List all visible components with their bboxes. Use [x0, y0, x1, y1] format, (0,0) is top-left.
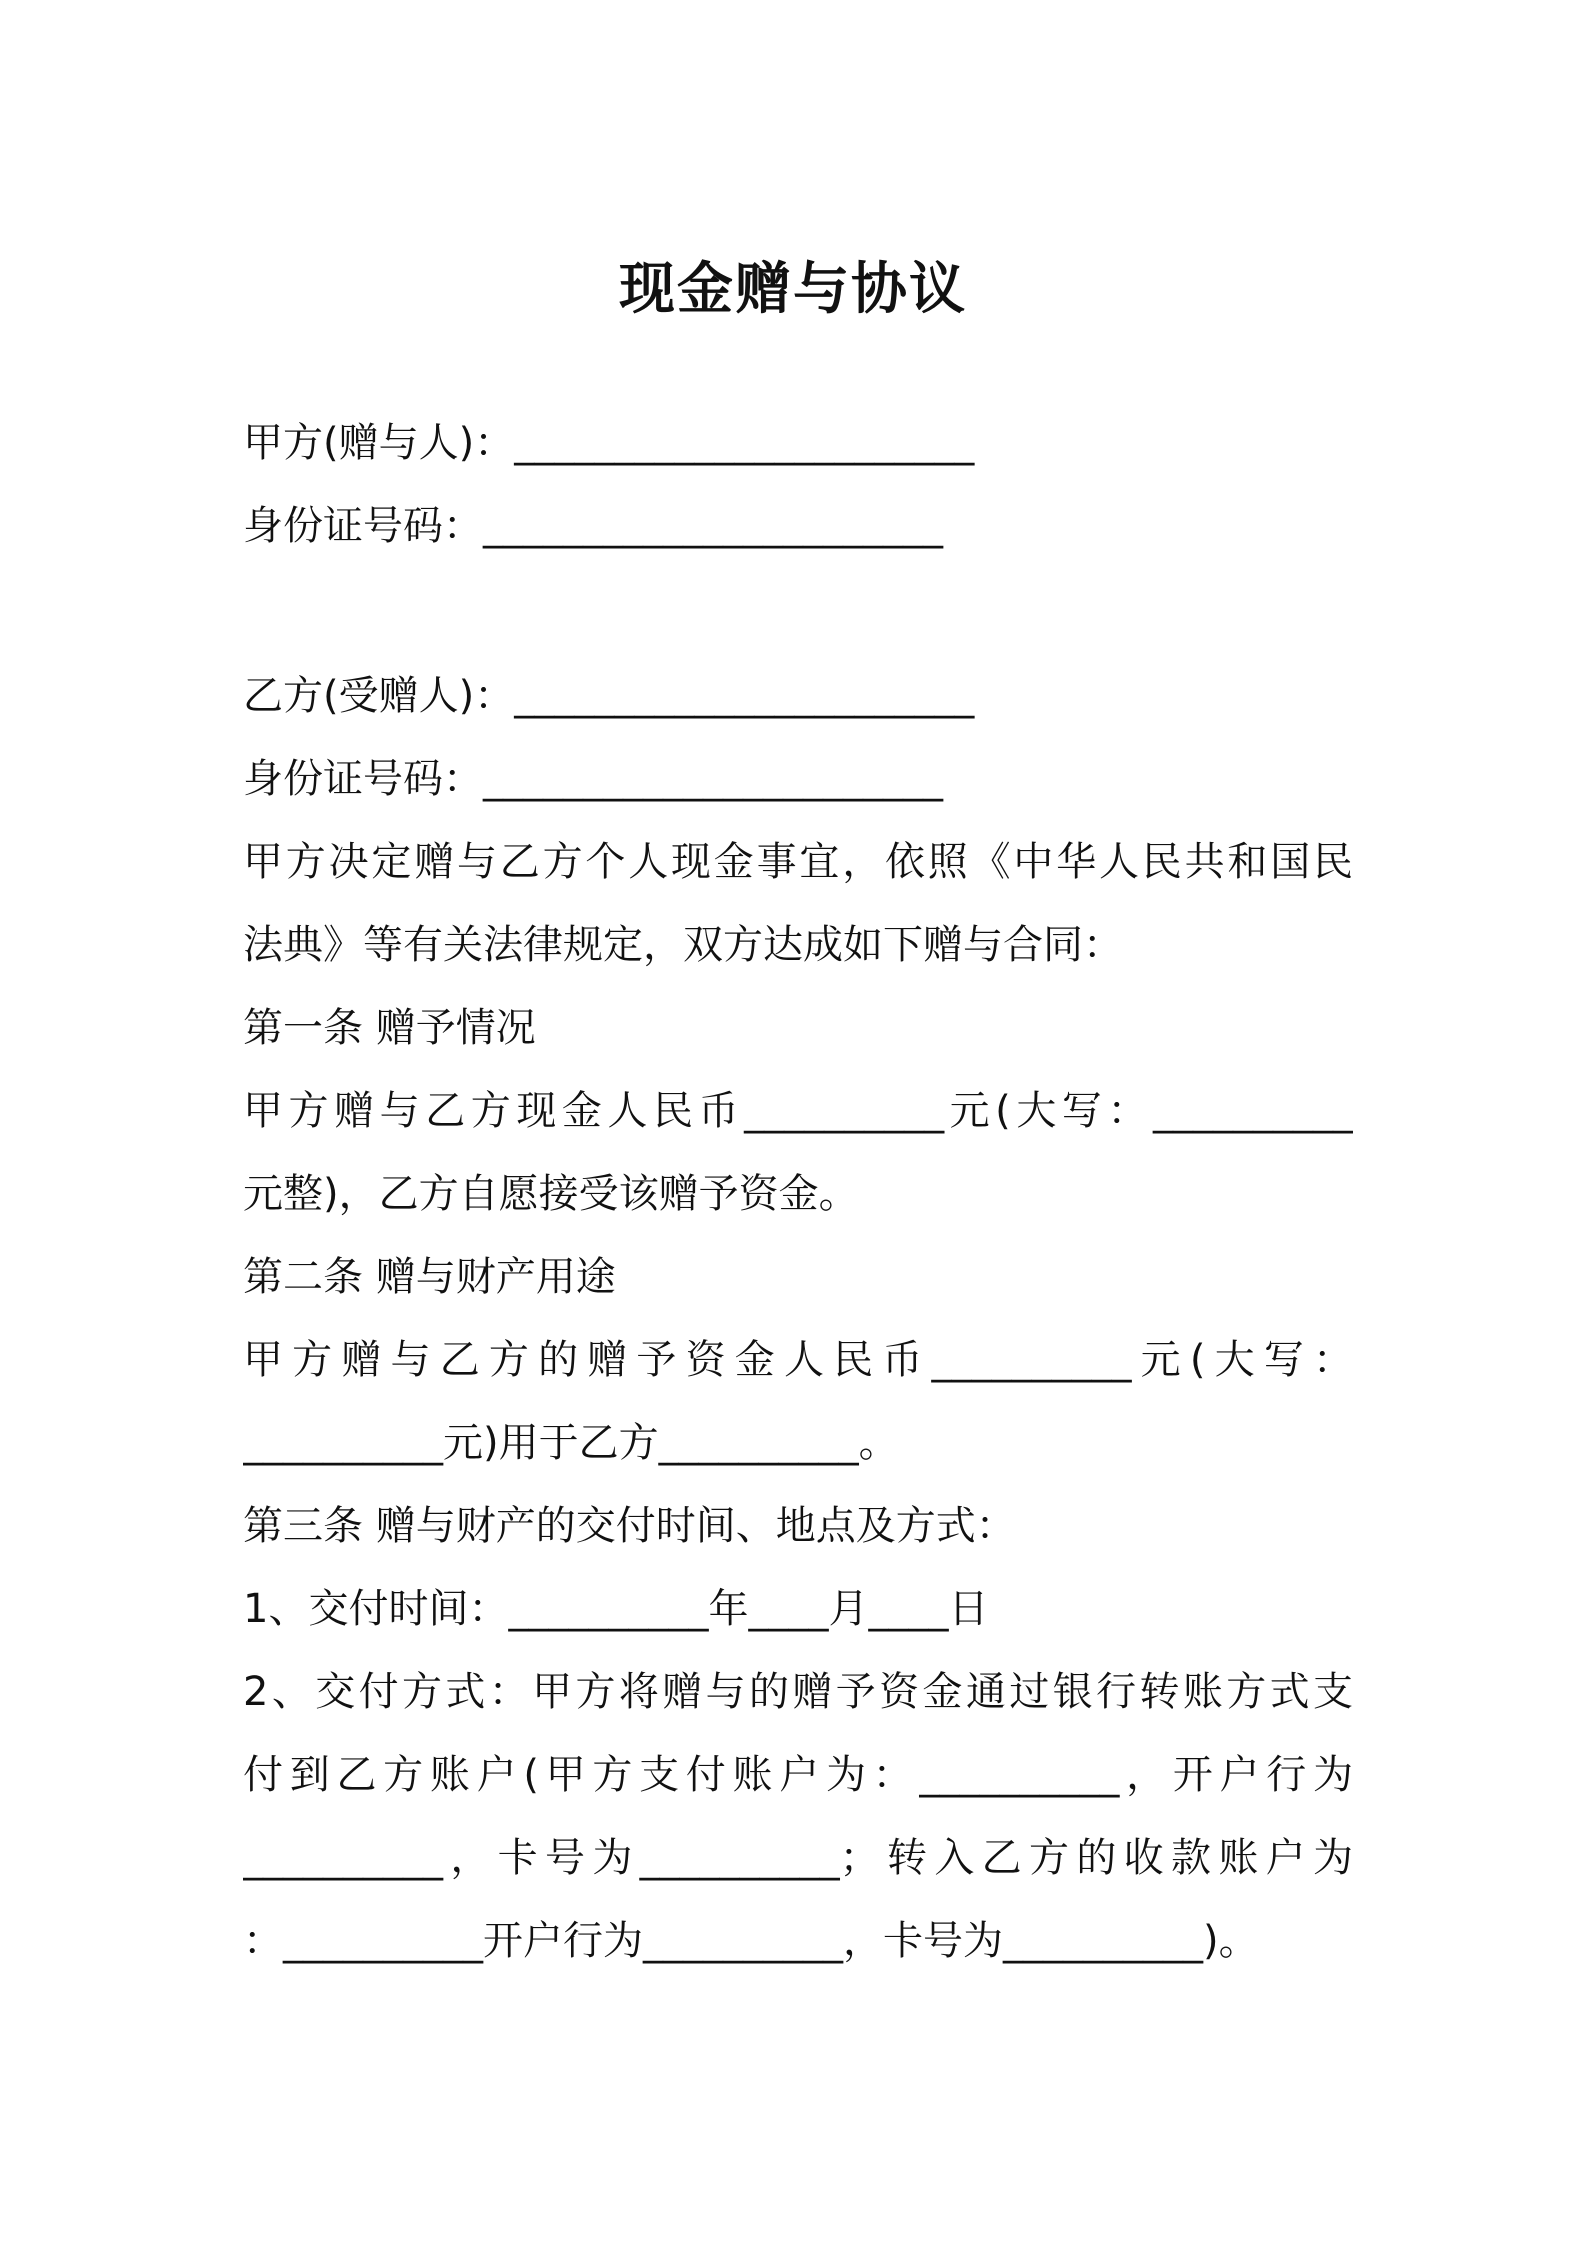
- article-2-line-1: 甲方赠与乙方的赠予资金人民币__________元(大写：: [243, 1337, 1353, 1383]
- preamble-line-1: 甲方决定赠与乙方个人现金事宜，依照《中华人民共和国民: [243, 839, 1353, 885]
- article-1-heading: 第一条 赠予情况: [243, 1005, 536, 1051]
- delivery-method-line-4: ：__________开户行为__________，卡号为__________)。: [243, 1918, 1259, 1964]
- delivery-method-line-3: __________，卡号为__________；转入乙方的收款账户为: [243, 1835, 1353, 1881]
- delivery-method-line-2: 付到乙方账户(甲方支付账户为：__________，开户行为: [243, 1752, 1353, 1798]
- party-b-id-line: 身份证号码：_______________________: [243, 756, 943, 802]
- party-a-id-line: 身份证号码：_______________________: [243, 503, 943, 549]
- article-1-line-2: 元整)，乙方自愿接受该赠予资金。: [243, 1171, 859, 1217]
- delivery-method-line-1: 2、交付方式：甲方将赠与的赠予资金通过银行转账方式支: [243, 1669, 1353, 1715]
- party-a-name-line: 甲方(赠与人)：_______________________: [243, 420, 975, 466]
- article-2-heading: 第二条 赠与财产用途: [243, 1254, 616, 1300]
- article-3-heading: 第三条 赠与财产的交付时间、地点及方式：: [243, 1503, 1016, 1549]
- delivery-time-line: 1、交付时间：__________年____月____日: [243, 1586, 989, 1632]
- party-b-name-line: 乙方(受赠人)：_______________________: [243, 673, 975, 719]
- document-title: 现金赠与协议: [619, 257, 967, 322]
- preamble-line-2: 法典》等有关法律规定，双方达成如下赠与合同：: [243, 922, 1123, 968]
- article-2-line-2: __________元)用于乙方__________。: [243, 1420, 899, 1466]
- article-1-line-1: 甲方赠与乙方现金人民币__________元(大写：__________: [243, 1088, 1353, 1134]
